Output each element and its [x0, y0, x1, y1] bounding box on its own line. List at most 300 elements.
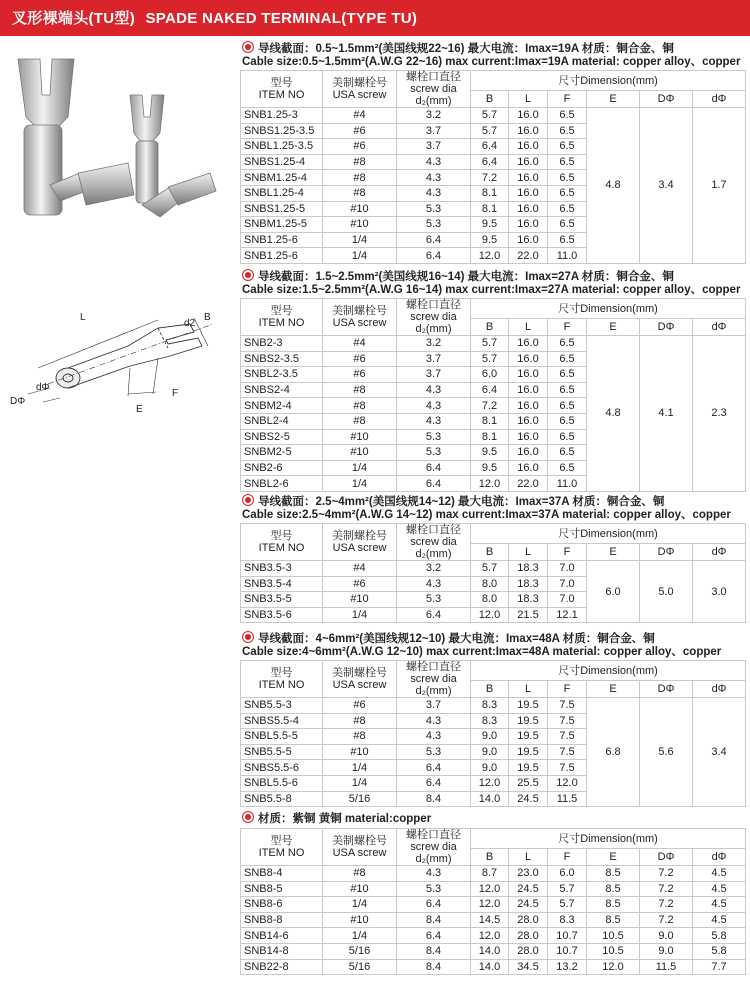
- table-cell: 7.2: [640, 866, 693, 882]
- cell-item-no: SNB8-6: [241, 897, 323, 913]
- table-header-row: [241, 71, 746, 91]
- col-usa-screw: [323, 661, 397, 698]
- table-cell: 22.0: [509, 248, 548, 264]
- col-screw-dia: [397, 661, 471, 698]
- cell-item-no: SNBM1.25-4: [241, 170, 323, 186]
- label-L: L: [80, 312, 86, 323]
- cell-item-no: SNBL2-4: [241, 413, 323, 429]
- table-cell: 8.3: [471, 713, 509, 729]
- col-screw-dia-label: 螺栓口直径: [406, 661, 461, 673]
- table-cell: #8: [323, 185, 397, 201]
- col-dimension-label: 尺寸Dimension(mm): [558, 74, 658, 87]
- table-cell: 14.0: [471, 791, 509, 807]
- cell-item-no: SNBS2-5: [241, 429, 323, 445]
- cell-e-merged: 4.8: [587, 336, 640, 492]
- col-dphi-label: dΦ: [711, 321, 727, 334]
- spec-table: [240, 660, 746, 807]
- table-cell: 16.0: [509, 351, 548, 367]
- table-cell: 1/4: [323, 232, 397, 248]
- table-cell: 19.5: [509, 744, 548, 760]
- cell-item-no: SNBS1.25-5: [241, 201, 323, 217]
- table-cell: 6.5: [548, 185, 587, 201]
- table-cell: 11.5: [640, 959, 693, 975]
- cell-item-no: SNB8-4: [241, 866, 323, 882]
- col-usa-screw-label: 美制螺栓号: [332, 835, 387, 847]
- col-item-no-label: ITEM NO: [258, 89, 305, 101]
- cell-dphi-merged: 5.6: [640, 698, 693, 807]
- table-cell: 6.4: [397, 607, 471, 623]
- table-cell: 8.4: [397, 791, 471, 807]
- table-cell: 5.7: [471, 351, 509, 367]
- col-l: [509, 91, 548, 108]
- col-screw-dia-label: d₂(mm): [415, 685, 452, 697]
- section-spec-en: [242, 645, 721, 659]
- table-cell: 19.5: [509, 729, 548, 745]
- cell-dphi-merged: 3.4: [640, 108, 693, 264]
- table-cell: 12.0: [471, 248, 509, 264]
- col-e: [587, 681, 640, 698]
- table-cell: 6.5: [548, 201, 587, 217]
- col-b-label: B: [485, 546, 494, 559]
- bullet-icon: [242, 269, 254, 281]
- col-dimension-label: 尺寸Dimension(mm): [558, 527, 658, 540]
- table-cell: 8.5: [587, 912, 640, 928]
- table-cell: 14.0: [471, 959, 509, 975]
- table-cell: 6.5: [548, 398, 587, 414]
- table-cell: 8.3: [471, 698, 509, 714]
- table-cell: 6.5: [548, 445, 587, 461]
- cell-dphi-merged: 3.0: [693, 561, 746, 623]
- table-cell: 6.4: [397, 232, 471, 248]
- col-usa-screw: [323, 829, 397, 866]
- col-usa-screw-label: USA screw: [332, 317, 387, 329]
- table-cell: 28.0: [509, 943, 548, 959]
- table-cell: 6.5: [548, 336, 587, 352]
- table-cell: 5.7: [471, 561, 509, 577]
- cell-item-no: SNB8-5: [241, 881, 323, 897]
- cell-dphi-merged: 1.7: [693, 108, 746, 264]
- page-header: [0, 0, 750, 36]
- table-header-row: [241, 661, 746, 681]
- col-usa-screw: [323, 524, 397, 561]
- table-row: [241, 866, 746, 882]
- col-screw-dia: [397, 524, 471, 561]
- table-cell: 4.3: [397, 154, 471, 170]
- bullet-icon: [242, 631, 254, 643]
- cell-item-no: SNB5.5-5: [241, 744, 323, 760]
- table-cell: 8.1: [471, 185, 509, 201]
- table-cell: 18.3: [509, 576, 548, 592]
- col-l: [509, 849, 548, 866]
- table-cell: 6.5: [548, 170, 587, 186]
- section-spec-en: [242, 55, 740, 69]
- col-f-label: F: [563, 93, 571, 106]
- table-cell: #8: [323, 713, 397, 729]
- col-e-label: E: [609, 93, 617, 106]
- table-row: [241, 336, 746, 352]
- col-usa-screw-label: 美制螺栓号: [332, 305, 387, 317]
- table-cell: 3.7: [397, 367, 471, 383]
- table-cell: 19.5: [509, 760, 548, 776]
- table-cell: 7.5: [548, 744, 587, 760]
- table-cell: 6.4: [397, 928, 471, 944]
- table-cell: 9.0: [471, 744, 509, 760]
- table-cell: 5/16: [323, 943, 397, 959]
- col-dphi-label: DΦ: [657, 546, 675, 559]
- product-photo: [10, 55, 230, 235]
- col-dimension: [471, 829, 746, 849]
- section-spec-cn: [242, 631, 655, 646]
- table-row: [241, 698, 746, 714]
- table-cell: #6: [323, 576, 397, 592]
- table-cell: 23.0: [509, 866, 548, 882]
- col-item-no-label: ITEM NO: [258, 542, 305, 554]
- table-cell: 3.2: [397, 108, 471, 124]
- table-cell: 12.0: [471, 476, 509, 492]
- table-cell: 13.2: [548, 959, 587, 975]
- table-cell: 7.2: [640, 881, 693, 897]
- table-cell: 8.4: [397, 943, 471, 959]
- table-row: [241, 943, 746, 959]
- col-item-no-label: 型号: [270, 530, 293, 542]
- table-cell: #8: [323, 398, 397, 414]
- table-cell: 7.2: [471, 398, 509, 414]
- col-dimension-label: 尺寸Dimension(mm): [558, 302, 658, 315]
- table-cell: 4.3: [397, 185, 471, 201]
- col-f: [548, 681, 587, 698]
- col-screw-dia-label: screw dia: [410, 83, 457, 95]
- cell-e-merged: 6.8: [587, 698, 640, 807]
- section-header: [240, 268, 745, 298]
- table-cell: 6.5: [548, 123, 587, 139]
- cell-item-no: SNBS1.25-4: [241, 154, 323, 170]
- col-screw-dia: [397, 829, 471, 866]
- table-cell: #6: [323, 698, 397, 714]
- table-cell: 24.5: [509, 897, 548, 913]
- section-spec-en-text: Cable size:0.5~1.5mm²(A.W.G 22~16) max current:Imax=19A material: copper alloy、copper: [242, 56, 741, 68]
- section-header: [240, 810, 745, 828]
- cell-item-no: SNB1.25-6: [241, 248, 323, 264]
- col-screw-dia-label: d₂(mm): [415, 548, 452, 560]
- col-f: [548, 91, 587, 108]
- table-cell: 8.5: [587, 897, 640, 913]
- col-l-label: L: [524, 546, 532, 559]
- table-cell: 5.3: [397, 201, 471, 217]
- table-cell: 6.4: [397, 760, 471, 776]
- col-f-label: F: [563, 546, 571, 559]
- section-spec-cn: [242, 269, 674, 284]
- table-cell: #8: [323, 154, 397, 170]
- table-cell: 16.0: [509, 154, 548, 170]
- table-cell: 6.5: [548, 367, 587, 383]
- col-usa-screw-label: 美制螺栓号: [332, 530, 387, 542]
- table-header-row: [241, 524, 746, 544]
- table-cell: 16.0: [509, 217, 548, 233]
- table-cell: #10: [323, 592, 397, 608]
- col-dphi: [693, 91, 746, 108]
- table-cell: 11.0: [548, 248, 587, 264]
- col-screw-dia-label: screw dia: [410, 536, 457, 548]
- table-cell: 6.4: [397, 775, 471, 791]
- table-cell: 12.0: [471, 897, 509, 913]
- table-cell: #6: [323, 139, 397, 155]
- section-spec-cn: [242, 494, 664, 509]
- table-cell: 6.5: [548, 139, 587, 155]
- table-cell: 9.0: [640, 928, 693, 944]
- cell-dphi-merged: 2.3: [693, 336, 746, 492]
- table-cell: 4.3: [397, 729, 471, 745]
- col-item-no-label: ITEM NO: [258, 317, 305, 329]
- col-screw-dia-label: 螺栓口直径: [406, 829, 461, 841]
- table-cell: 5.3: [397, 592, 471, 608]
- table-cell: #6: [323, 367, 397, 383]
- cell-item-no: SNB2-3: [241, 336, 323, 352]
- col-screw-dia-label: d₂(mm): [415, 853, 452, 865]
- table-cell: 9.0: [471, 729, 509, 745]
- col-screw-dia-label: screw dia: [410, 841, 457, 853]
- table-cell: 4.3: [397, 866, 471, 882]
- bullet-icon: [242, 494, 254, 506]
- col-l: [509, 319, 548, 336]
- table-cell: 4.5: [693, 912, 746, 928]
- table-cell: 7.2: [471, 170, 509, 186]
- table-cell: 10.7: [548, 943, 587, 959]
- col-dphi-label: dΦ: [711, 851, 727, 864]
- cell-item-no: SNBL2-6: [241, 476, 323, 492]
- bullet-icon: [242, 811, 254, 823]
- col-dphi-label: dΦ: [711, 93, 727, 106]
- section-spec-cn-text: 导线截面：4~6mm²(美国线规12~10) 最大电流：Imax=48A 材质：铜合金、铜: [258, 633, 655, 645]
- table-cell: 4.3: [397, 382, 471, 398]
- table-cell: 6.4: [397, 248, 471, 264]
- table-cell: 4.3: [397, 170, 471, 186]
- table-cell: 4.5: [693, 881, 746, 897]
- table-cell: 16.0: [509, 398, 548, 414]
- table-cell: 7.5: [548, 760, 587, 776]
- col-item-no-label: 型号: [270, 77, 293, 89]
- col-l-label: L: [524, 93, 532, 106]
- col-b: [471, 319, 509, 336]
- section-header: [240, 40, 745, 70]
- section-spec-en: [242, 283, 740, 297]
- table-cell: 6.4: [471, 139, 509, 155]
- table-cell: 8.4: [397, 912, 471, 928]
- table-cell: 6.5: [548, 154, 587, 170]
- cell-item-no: SNB5.5-3: [241, 698, 323, 714]
- col-f: [548, 849, 587, 866]
- cell-item-no: SNBL1.25-3.5: [241, 139, 323, 155]
- table-cell: 7.2: [640, 897, 693, 913]
- col-dphi: [640, 319, 693, 336]
- cell-item-no: SNB14-8: [241, 943, 323, 959]
- table-cell: 12.0: [471, 928, 509, 944]
- cell-item-no: SNBL5.5-6: [241, 775, 323, 791]
- table-cell: 16.0: [509, 232, 548, 248]
- table-cell: 24.5: [509, 791, 548, 807]
- col-item-no-label: ITEM NO: [258, 679, 305, 691]
- table-cell: 12.0: [587, 959, 640, 975]
- col-item-no-label: 型号: [270, 305, 293, 317]
- cell-item-no: SNBS5.5-4: [241, 713, 323, 729]
- table-cell: #10: [323, 201, 397, 217]
- table-cell: 8.0: [471, 592, 509, 608]
- col-f: [548, 319, 587, 336]
- col-dphi: [693, 319, 746, 336]
- table-cell: #10: [323, 912, 397, 928]
- table-cell: 14.0: [471, 943, 509, 959]
- table-row: [241, 561, 746, 577]
- col-screw-dia-label: 螺栓口直径: [406, 71, 461, 83]
- table-cell: #4: [323, 108, 397, 124]
- table-cell: 5/16: [323, 959, 397, 975]
- table-cell: 1/4: [323, 607, 397, 623]
- col-f-label: F: [563, 851, 571, 864]
- table-cell: 5.3: [397, 217, 471, 233]
- table-row: [241, 928, 746, 944]
- table-cell: 5.7: [548, 881, 587, 897]
- table-cell: 3.7: [397, 123, 471, 139]
- table-cell: #8: [323, 170, 397, 186]
- title-cn: 叉形裸端头(TU型): [12, 10, 135, 27]
- table-cell: 3.2: [397, 561, 471, 577]
- table-cell: 16.0: [509, 123, 548, 139]
- table-row: [241, 881, 746, 897]
- col-b-label: B: [485, 851, 494, 864]
- col-screw-dia-label: 螺栓口直径: [406, 299, 461, 311]
- table-cell: 12.0: [471, 607, 509, 623]
- cell-item-no: SNB5.5-8: [241, 791, 323, 807]
- table-cell: 4.5: [693, 866, 746, 882]
- table-cell: 1/4: [323, 476, 397, 492]
- col-dphi: [693, 544, 746, 561]
- col-dimension-label: 尺寸Dimension(mm): [558, 664, 658, 677]
- table-cell: 6.5: [548, 351, 587, 367]
- table-cell: 16.0: [509, 170, 548, 186]
- col-l: [509, 681, 548, 698]
- section-spec-en-text: Cable size:4~6mm²(A.W.G 12~10) max current:Imax=48A material: copper alloy、copper: [242, 646, 722, 658]
- table-cell: 28.0: [509, 928, 548, 944]
- table-cell: 6.0: [471, 367, 509, 383]
- table-cell: 1/4: [323, 248, 397, 264]
- section-header: [240, 493, 745, 523]
- table-cell: 7.7: [693, 959, 746, 975]
- section-spec-cn-text: 材质：紫铜 黄铜 material:copper: [258, 813, 432, 825]
- spec-section: [240, 630, 745, 807]
- section-header: [240, 630, 745, 660]
- table-cell: 11.5: [548, 791, 587, 807]
- label-Dphi: DΦ: [10, 396, 26, 407]
- col-usa-screw-label: 美制螺栓号: [332, 77, 387, 89]
- table-cell: 5.3: [397, 429, 471, 445]
- table-cell: 7.5: [548, 729, 587, 745]
- table-row: [241, 108, 746, 124]
- col-f: [548, 544, 587, 561]
- cell-dphi-merged: 3.4: [693, 698, 746, 807]
- cell-item-no: SNB3.5-6: [241, 607, 323, 623]
- spec-table: [240, 70, 746, 264]
- table-row: [241, 912, 746, 928]
- label-E: E: [136, 404, 143, 415]
- table-cell: 5.3: [397, 445, 471, 461]
- col-dphi: [640, 849, 693, 866]
- col-dimension: [471, 661, 746, 681]
- table-cell: 3.7: [397, 351, 471, 367]
- table-cell: 16.0: [509, 445, 548, 461]
- table-cell: 18.3: [509, 592, 548, 608]
- table-cell: 18.3: [509, 561, 548, 577]
- table-cell: 7.0: [548, 561, 587, 577]
- cell-item-no: SNBM2-5: [241, 445, 323, 461]
- col-b-label: B: [485, 93, 494, 106]
- col-b: [471, 849, 509, 866]
- table-cell: 16.0: [509, 382, 548, 398]
- table-cell: 6.4: [471, 382, 509, 398]
- col-b: [471, 544, 509, 561]
- table-cell: 7.0: [548, 576, 587, 592]
- spec-section: [240, 810, 745, 975]
- table-cell: 1/4: [323, 760, 397, 776]
- col-e-label: E: [609, 683, 617, 696]
- table-cell: 12.0: [471, 881, 509, 897]
- col-dphi: [640, 544, 693, 561]
- cell-item-no: SNBL5.5-5: [241, 729, 323, 745]
- table-cell: 1/4: [323, 775, 397, 791]
- col-dphi-label: DΦ: [657, 851, 675, 864]
- section-spec-cn-text: 导线截面：1.5~2.5mm²(美国线规16~14) 最大电流：Imax=27A 材质：铜合金、铜: [258, 271, 674, 283]
- table-cell: 4.3: [397, 413, 471, 429]
- col-item-no-label: 型号: [270, 667, 293, 679]
- table-cell: 8.5: [587, 881, 640, 897]
- table-cell: 8.4: [397, 959, 471, 975]
- col-l: [509, 544, 548, 561]
- table-cell: 3.7: [397, 139, 471, 155]
- table-cell: #8: [323, 413, 397, 429]
- table-cell: 16.0: [509, 139, 548, 155]
- col-dphi: [693, 849, 746, 866]
- col-dimension-label: 尺寸Dimension(mm): [558, 832, 658, 845]
- table-cell: 8.7: [471, 866, 509, 882]
- col-dphi: [693, 681, 746, 698]
- table-cell: 16.0: [509, 367, 548, 383]
- table-cell: 10.7: [548, 928, 587, 944]
- table-cell: 8.1: [471, 413, 509, 429]
- col-b-label: B: [485, 683, 494, 696]
- col-e: [587, 849, 640, 866]
- col-usa-screw-label: USA screw: [332, 847, 387, 859]
- table-cell: 5.8: [693, 928, 746, 944]
- table-cell: 34.5: [509, 959, 548, 975]
- section-spec-cn: [242, 811, 431, 826]
- table-cell: 5.3: [397, 881, 471, 897]
- table-row: [241, 959, 746, 975]
- col-screw-dia-label: d₂(mm): [415, 95, 452, 107]
- table-cell: 8.1: [471, 201, 509, 217]
- table-cell: 9.0: [640, 943, 693, 959]
- cell-item-no: SNB8-8: [241, 912, 323, 928]
- table-cell: 6.5: [548, 217, 587, 233]
- table-cell: 9.0: [471, 760, 509, 776]
- col-dphi: [640, 681, 693, 698]
- spec-table: [240, 298, 746, 492]
- section-spec-cn-text: 导线截面：0.5~1.5mm²(美国线规22~16) 最大电流：Imax=19A 材质：铜合金、铜: [258, 43, 674, 55]
- table-cell: 7.5: [548, 713, 587, 729]
- table-cell: 9.5: [471, 460, 509, 476]
- table-cell: 12.0: [471, 775, 509, 791]
- cell-item-no: SNBS1.25-3.5: [241, 123, 323, 139]
- table-cell: #4: [323, 561, 397, 577]
- table-cell: 1/4: [323, 897, 397, 913]
- table-cell: 25.5: [509, 775, 548, 791]
